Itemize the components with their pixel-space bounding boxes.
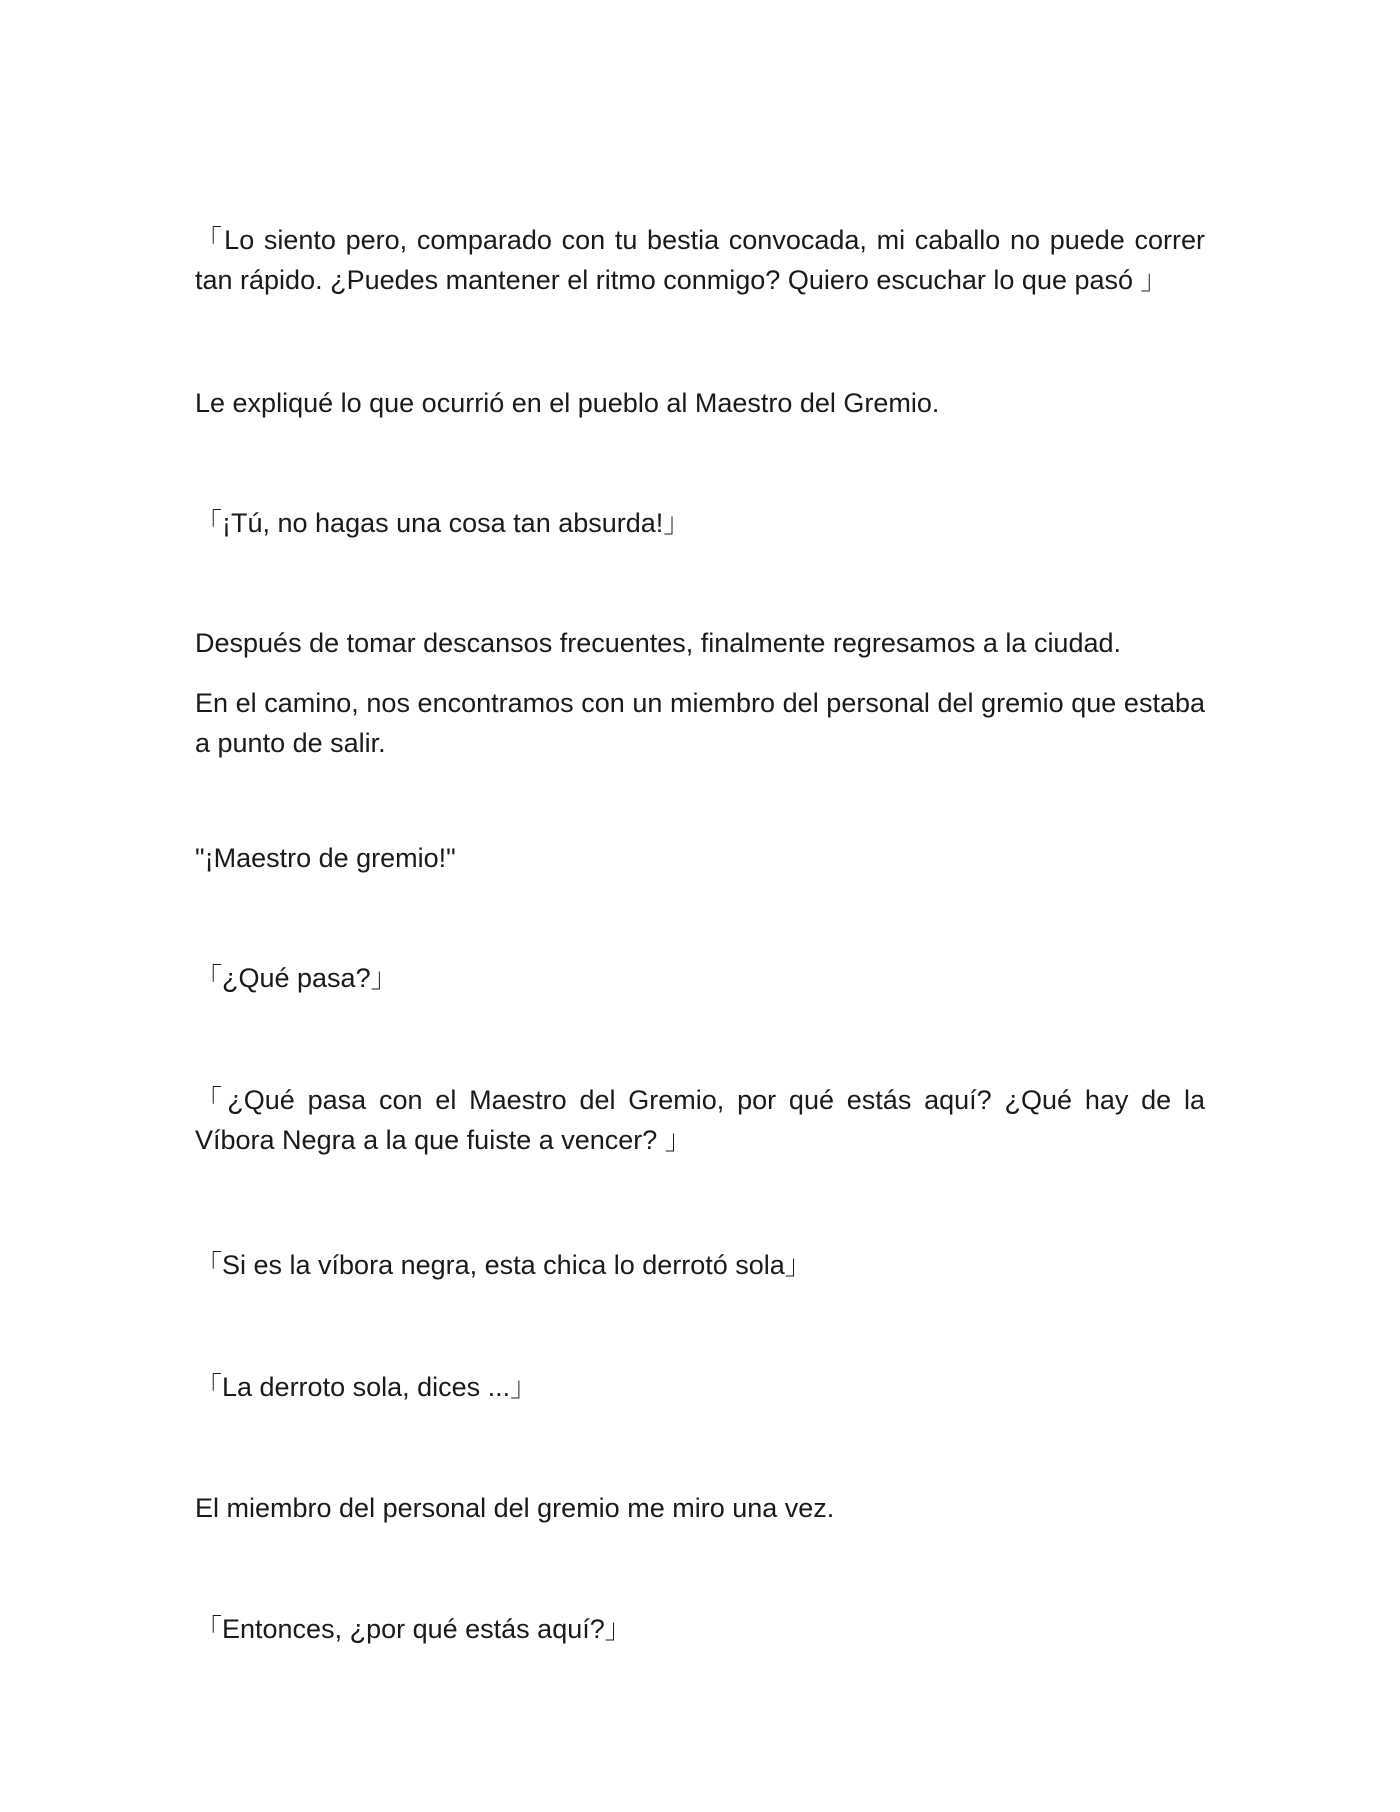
paragraph-dialogue-horse: 「Lo siento pero, comparado con tu bestia convocada, mi caballo no puede correr tan rápido. ¿Puedes mantener el ritmo conmigo? Quiero escuchar lo que pasó 」 bbox=[195, 225, 1205, 295]
paragraph-dialogue-absurd: 「¡Tú, no hagas una cosa tan absurda!」 bbox=[195, 508, 691, 538]
paragraph-dialogue-what: 「¿Qué pasa?」 bbox=[195, 963, 398, 993]
paragraph-explained: Le expliqué lo que ocurrió en el pueblo al Maestro del Gremio. bbox=[195, 388, 940, 418]
paragraph-returned-city: Después de tomar descansos frecuentes, finalmente regresamos a la ciudad. bbox=[195, 628, 1122, 658]
paragraph-met-staff: En el camino, nos encontramos con un miembro del personal del gremio que estaba a punto de salir. bbox=[195, 688, 1205, 758]
paragraph-dialogue-viper: 「¿Qué pasa con el Maestro del Gremio, por qué estás aquí? ¿Qué hay de la Víbora Negra a la que fuiste a vencer? 」 bbox=[195, 1085, 1205, 1155]
paragraph-dialogue-defeated: 「Si es la víbora negra, esta chica lo derrotó sola」 bbox=[195, 1250, 812, 1280]
paragraph-exclamation: "¡Maestro de gremio!" bbox=[195, 843, 456, 873]
paragraph-staff-looked: El miembro del personal del gremio me miro una vez. bbox=[195, 1493, 835, 1523]
paragraph-dialogue-alone: 「La derroto sola, dices ...」 bbox=[195, 1372, 538, 1402]
paragraph-dialogue-why-here: 「Entonces, ¿por qué estás aquí?」 bbox=[195, 1614, 632, 1644]
